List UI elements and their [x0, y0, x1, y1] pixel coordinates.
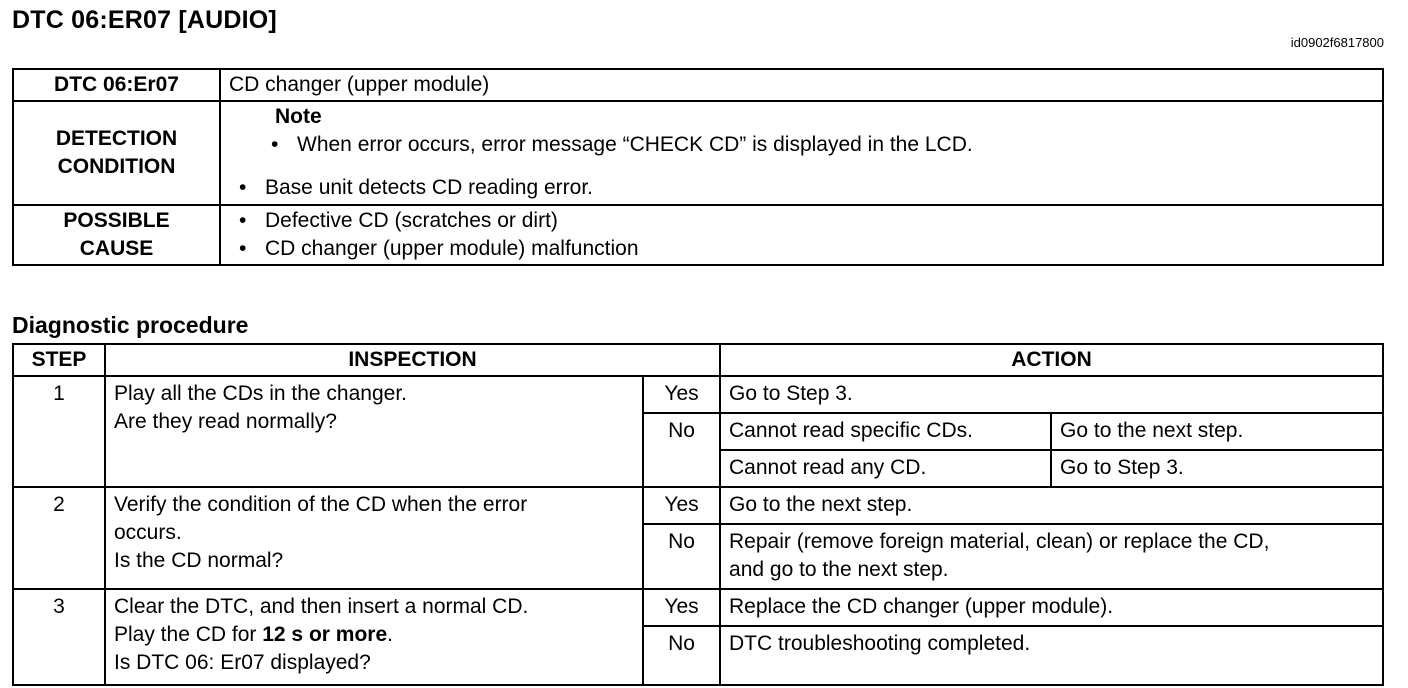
inspection-line: Play all the CDs in the changer. [114, 382, 407, 405]
header-action: ACTION [720, 344, 1383, 376]
inspection-line: Clear the DTC, and then insert a normal CD. [114, 595, 529, 618]
yes-label: Yes [643, 487, 720, 524]
dtc-label: DTC 06:Er07 [13, 69, 220, 101]
no-action [720, 524, 1383, 589]
no-action-line: and go to the next step. [729, 558, 949, 581]
detection-list [229, 174, 1374, 202]
inspection-line [114, 621, 634, 649]
inspection-text [105, 376, 643, 487]
inspection-text-prefix: Play the CD for [114, 623, 263, 646]
note-list [229, 131, 1374, 159]
step-row [13, 589, 1383, 626]
yes-label: Yes [643, 376, 720, 413]
cause-list [229, 207, 1374, 263]
cause-item: • CD changer (upper module) malfunction [229, 235, 1374, 263]
header-row [13, 344, 1383, 376]
inspection-line: Is the CD normal? [114, 549, 284, 572]
inspection-text [105, 487, 643, 589]
document-id: id0902f6817800 [1290, 35, 1384, 50]
no-action: DTC troubleshooting completed. [720, 626, 1383, 685]
detection-label-line1: DETECTION [55, 127, 178, 150]
inspection-line: Are they read normally? [114, 410, 337, 433]
inspection-line: occurs. [114, 521, 182, 544]
step-number: 1 [13, 376, 105, 487]
no-label: No [643, 626, 720, 685]
detection-item: • Base unit detects CD reading error. [229, 174, 1374, 202]
cause-row [13, 205, 1383, 265]
yes-action: Go to Step 3. [720, 376, 1383, 413]
step-row [13, 487, 1383, 524]
detection-condition [220, 101, 1383, 205]
duration-emphasis: 12 s or more [262, 623, 388, 646]
header-step: STEP [13, 344, 105, 376]
cause-label [13, 205, 220, 265]
no-label: No [643, 524, 720, 589]
step-number: 2 [13, 487, 105, 589]
no-action-line: Repair (remove foreign material, clean) or replace the CD, [729, 530, 1270, 553]
no-action: Go to the next step. [1051, 413, 1383, 450]
detection-label-line2: CONDITION [57, 155, 176, 178]
inspection-line: Verify the condition of the CD when the error [114, 493, 528, 516]
procedure-title: Diagnostic procedure [12, 312, 249, 338]
dtc-info-table [12, 68, 1384, 266]
page-title: DTC 06:ER07 [AUDIO] [12, 6, 277, 34]
step-row [13, 376, 1383, 413]
detection-row [13, 101, 1383, 205]
note-item: • When error occurs, error message “CHECK CD” is displayed in the LCD. [229, 131, 1374, 159]
no-condition: Cannot read specific CDs. [720, 413, 1051, 450]
possible-causes [220, 205, 1383, 265]
dtc-value: CD changer (upper module) [220, 69, 1383, 101]
header-inspection: INSPECTION [105, 344, 720, 376]
no-condition: Cannot read any CD. [720, 450, 1051, 487]
cause-label-line1: POSSIBLE [63, 209, 170, 232]
note-title: Note [275, 105, 322, 128]
yes-action: Replace the CD changer (upper module). [720, 589, 1383, 626]
no-label: No [643, 413, 720, 487]
cause-item: • Defective CD (scratches or dirt) [229, 207, 1374, 235]
no-action: Go to Step 3. [1051, 450, 1383, 487]
detection-label [13, 101, 220, 205]
step-number: 3 [13, 589, 105, 685]
dtc-row [13, 69, 1383, 101]
inspection-text [105, 589, 643, 685]
inspection-text-suffix: . [387, 623, 393, 646]
inspection-line: Is DTC 06: Er07 displayed? [114, 651, 371, 674]
cause-label-line2: CAUSE [79, 237, 154, 260]
yes-label: Yes [643, 589, 720, 626]
yes-action: Go to the next step. [720, 487, 1383, 524]
diagnostic-procedure-table [12, 343, 1384, 686]
